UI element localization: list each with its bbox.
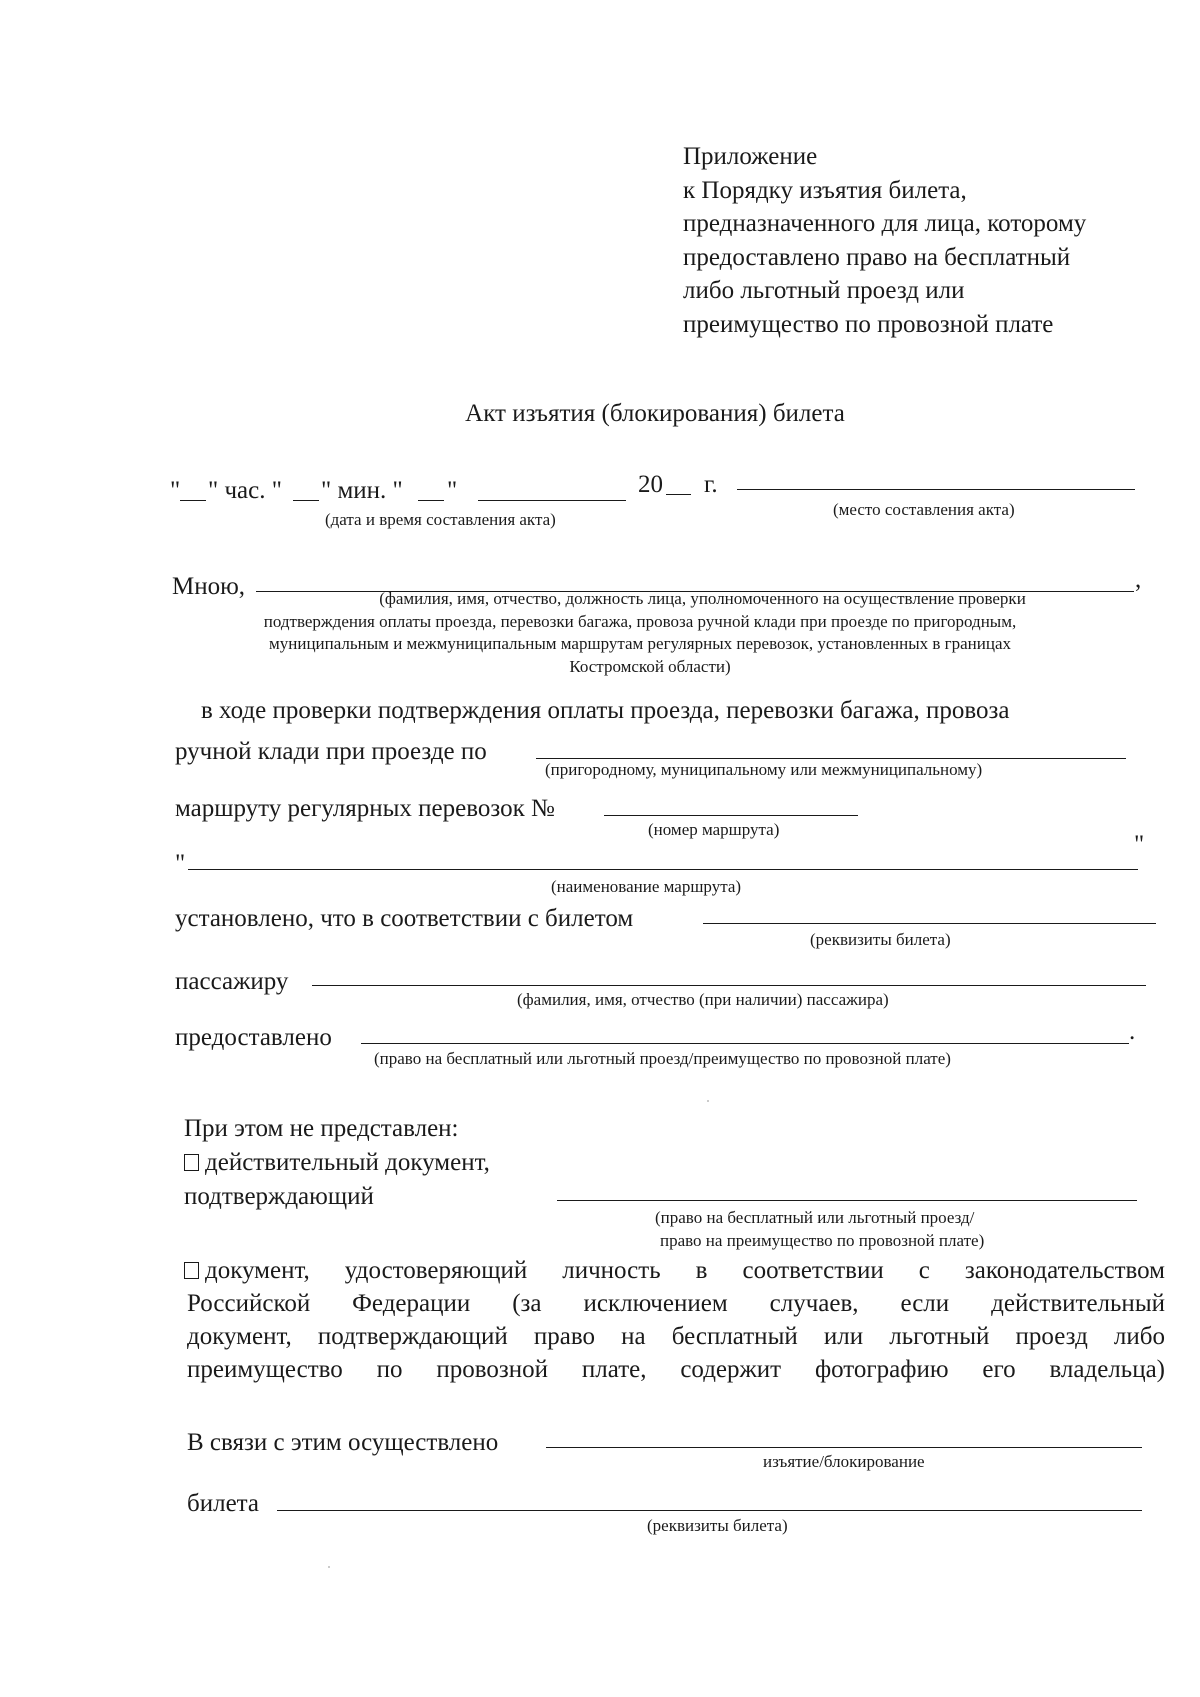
caption-granted: (право на бесплатный или льготный проезд/преимущество по провозной плате) [374,1049,951,1068]
document-title: Акт изъятия (блокирования) билета [465,400,845,427]
month-field-line[interactable] [478,500,626,501]
result-label: В связи с этим осуществлено [187,1429,499,1456]
checkbox-valid-document[interactable] [184,1154,199,1171]
route-type-field-line[interactable] [536,758,1126,759]
caption-result-ticket: (реквизиты билета) [647,1516,788,1535]
route-name-field-line[interactable] [188,869,1138,870]
appendix-line: предоставлено право на бесплатный [683,243,1071,271]
caption-ticket: (реквизиты билета) [810,930,951,949]
result-ticket-label: билета [187,1490,259,1517]
result-field-line[interactable] [546,1447,1142,1448]
confirming-field-line[interactable] [557,1200,1137,1201]
route-name-quote-open: " [175,850,186,877]
minute-field-line[interactable] [293,500,319,501]
hour-field-line[interactable] [180,500,206,501]
passenger-field-line[interactable] [312,985,1146,986]
route-number-field-line[interactable] [604,815,858,816]
passenger-label: пассажиру [175,968,289,995]
caption-line: муниципальным и межмуниципальным маршрутам регулярных перевозок, установленных в границах [268,634,1012,653]
appendix-line: Приложение [683,143,818,170]
inspector-label: Мною, [172,573,246,600]
caption-route-number: (номер маршрута) [648,820,780,839]
caption-line: Костромской области) [569,656,731,676]
caption-date-time: (дата и время составления акта) [325,510,556,529]
granted-period: . [1129,1018,1136,1045]
year-field-line[interactable] [666,494,691,495]
inspector-caption [140,588,1140,678]
caption-route-type: (пригородному, муниципальному или межмуниципальному) [545,760,983,779]
inspector-comma: , [1135,566,1142,593]
result-ticket-field-line[interactable] [277,1510,1142,1511]
granted-label: предоставлено [175,1024,332,1051]
checkbox-identity-document[interactable] [184,1262,199,1279]
caption-line: (фамилия, имя, отчество, должность лица, уполномоченного на осуществление проверки [379,589,1026,608]
ticket-label: установлено, что в соответствии с билетом [175,905,634,932]
place-field-line[interactable] [737,489,1135,490]
caption-line: подтверждения оплаты проезда, перевозки багажа, провоза ручной клади при проезде по пригородным, [263,611,1017,631]
not-presented-label: При этом не представлен: [184,1115,459,1142]
scan-speck [707,1100,709,1102]
caption-place: (место составления акта) [833,500,1015,519]
not-presented-item-1 [184,1149,490,1177]
item-2-line: документ, подтверждающий право на бесплатный или льготный проезд либо [187,1323,1165,1350]
granted-field-line[interactable] [361,1043,1129,1044]
item-2-line: документ, удостоверяющий личность в соответствии с законодательством [205,1257,1165,1284]
minute-label: " мин. " [321,477,403,504]
check-line-1: в ходе проверки подтверждения оплаты проезда, перевозки багажа, провоза [201,697,1010,724]
scan-speck [328,1566,330,1568]
year-prefix: 20 [638,471,663,498]
ticket-field-line[interactable] [703,923,1156,924]
quote-open-hour: " [170,477,181,504]
appendix-line: преимущество по провозной плате [683,310,1054,338]
caption-confirming-2: право на преимущество по провозной плате) [660,1231,985,1250]
check-line-2: ручной клади при проезде по [175,738,487,765]
caption-route-name: (наименование маршрута) [551,877,742,896]
not-presented-item-2 [187,1254,1165,1386]
item-2-line: преимущество по провозной плате, содержит фотографию его владельца) [187,1356,1165,1383]
appendix-line: предназначенного для лица, которому [683,210,1087,237]
caption-passenger: (фамилия, имя, отчество (при наличии) пассажира) [517,990,889,1009]
appendix-line: либо льготный проезд или [683,277,965,304]
quote-close-day: " [447,477,458,504]
day-field-line[interactable] [418,500,444,501]
route-number-label: маршруту регулярных перевозок № [175,795,555,822]
caption-result: изъятие/блокирование [763,1452,925,1471]
appendix-line: к Порядку изъятия билета, [683,176,967,204]
item-1-text: действительный документ, [205,1149,490,1176]
route-name-quote-close: " [1134,831,1145,858]
year-suffix: г. [704,471,718,498]
hour-label: " час. " [208,477,282,504]
item-2-line: Российской Федерации (за исключением случаев, если действительный [187,1290,1165,1317]
item-1-confirming: подтверждающий [184,1183,374,1210]
caption-confirming-1: (право на бесплатный или льготный проезд/ [655,1208,975,1227]
appendix-block [683,140,1086,341]
